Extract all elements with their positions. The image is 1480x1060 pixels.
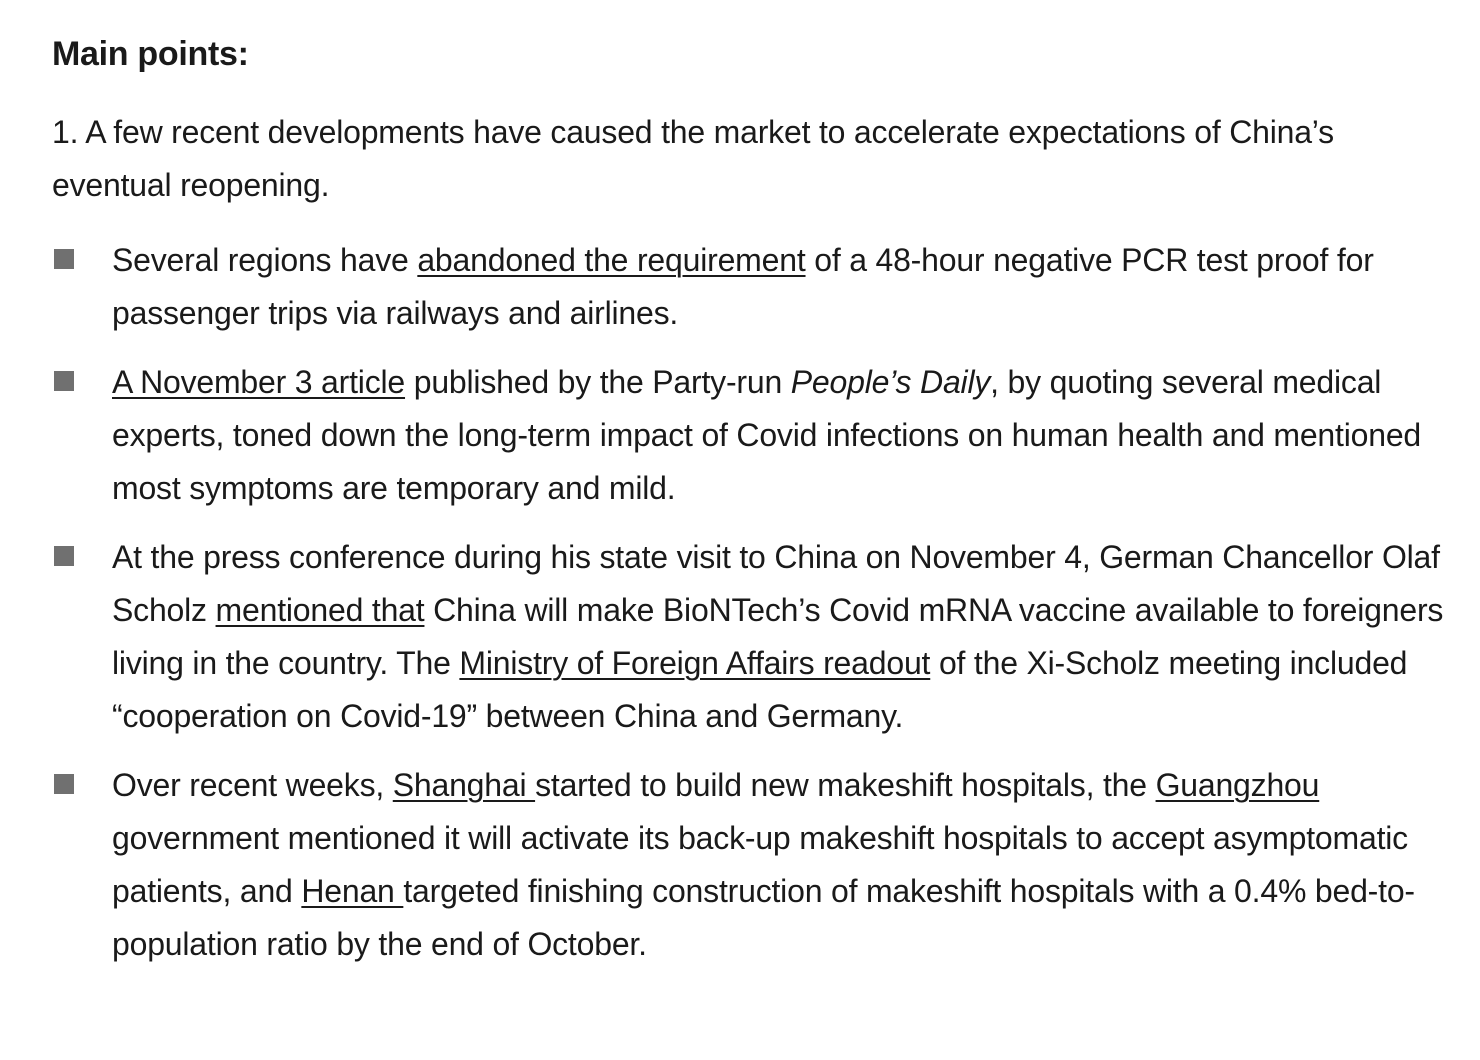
square-bullet-icon: [54, 249, 74, 269]
bullet-text: Several regions have: [112, 242, 418, 278]
bullet-item-1: [52, 234, 1444, 340]
link-ministry-readout[interactable]: Ministry of Foreign Affairs readout: [459, 645, 931, 681]
link-guangzhou[interactable]: Guangzhou: [1155, 767, 1320, 803]
link-shanghai[interactable]: Shanghai: [392, 767, 536, 803]
bullet-text: started to build new makeshift hospitals, the: [535, 767, 1156, 803]
bullet-text: of a 48-hour negative PCR test proof for passenger trips via railways and airlines.: [112, 242, 1374, 331]
link-november-3-article[interactable]: A November 3 article: [112, 364, 406, 400]
bullet-list: [52, 234, 1444, 971]
main-point-1: 1. A few recent developments have caused the market to accelerate expectations of China’s eventual reopening.: [52, 114, 1334, 203]
bullet-text: targeted finishing construction of makeshift hospitals with a 0.4% bed-to-population ratio by the end of October.: [112, 873, 1415, 962]
square-bullet-icon: [54, 371, 74, 391]
square-bullet-icon: [54, 774, 74, 794]
link-henan[interactable]: Henan: [301, 873, 404, 909]
bullet-item-2: [52, 356, 1444, 515]
bullet-text: published by the Party-run: [405, 364, 791, 400]
square-bullet-icon: [54, 546, 74, 566]
bullet-item-4: [52, 759, 1444, 971]
bullet-item-3: [52, 531, 1444, 743]
bullet-text: , by quoting several medical experts, toned down the long-term impact of Covid infections on human health and mentioned most symptoms are temporary and mild.: [112, 364, 1422, 506]
bullet-text: Over recent weeks,: [112, 767, 393, 803]
bullet-text: of the Xi-Scholz meeting included “cooperation on Covid-19” between China and Germany.: [112, 645, 1408, 734]
link-mentioned-that[interactable]: mentioned that: [215, 592, 425, 628]
link-abandoned-requirement[interactable]: abandoned the requirement: [417, 242, 806, 278]
bullet-text: China will make BioNTech’s Covid mRNA vaccine available to foreigners living in the country. The: [112, 592, 1444, 681]
publication-name: People’s Daily: [790, 364, 991, 400]
bullet-text: government mentioned it will activate its back-up makeshift hospitals to accept asymptomatic patients, and: [112, 820, 1408, 909]
bullet-text: At the press conference during his state visit to China on November 4, German Chancellor Olaf Scholz: [112, 539, 1440, 628]
section-heading: Main points:: [52, 35, 249, 73]
